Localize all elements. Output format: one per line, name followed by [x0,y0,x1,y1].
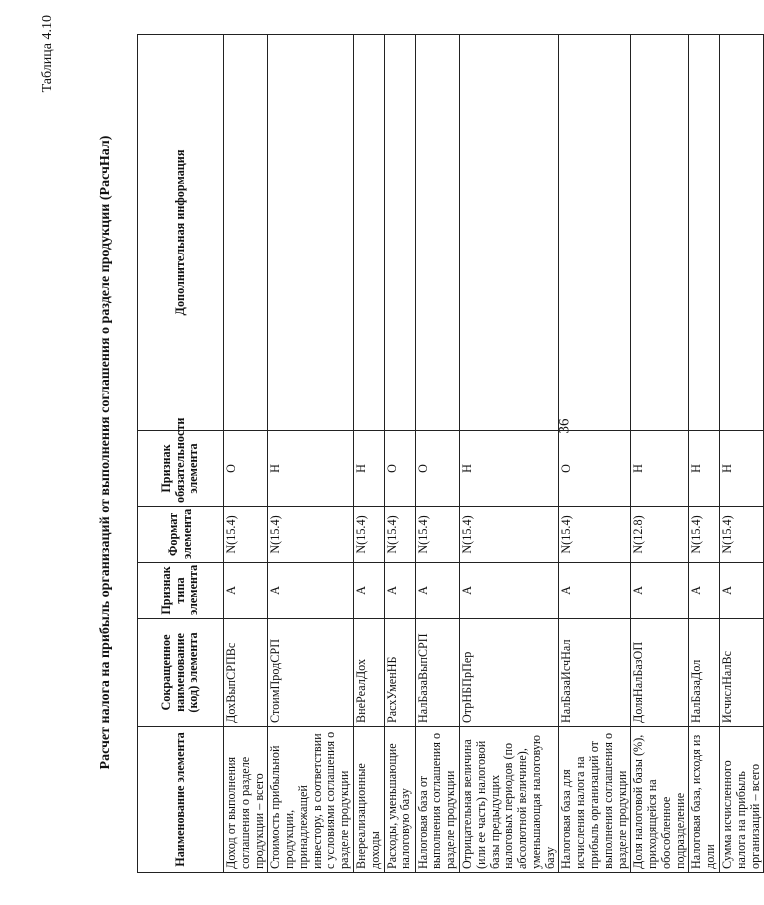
cell-code: ДоляНалБазОП [631,619,689,727]
cell-info [268,35,354,431]
cell-format: N(12.8) [631,507,689,563]
cell-code: НалБазаВыпСРП [415,619,459,727]
cell-format: N(15.4) [224,507,268,563]
cell-required: Н [689,431,720,507]
cell-name: Внереализационные доходы [354,727,385,873]
cell-code: ДохВыпСРПВс [224,619,268,727]
page-number: 36 [556,418,573,434]
cell-type: А [689,563,720,619]
cell-type: А [384,563,415,619]
table-title: Расчет налога на прибыль организаций от выполнения соглашения о разделе продукции (РасчНал) [98,135,113,770]
cell-info [559,35,631,431]
cell-info [720,35,764,431]
cell-required: Н [268,431,354,507]
cell-type: А [631,563,689,619]
cell-required: Н [459,431,558,507]
cell-format: N(15.4) [720,507,764,563]
cell-required: О [224,431,268,507]
cell-type: А [354,563,385,619]
cell-type: А [459,563,558,619]
table-row [354,35,385,873]
cell-required: О [415,431,459,507]
header-type: Признак типа элемента [138,563,224,619]
cell-format: N(15.4) [559,507,631,563]
cell-info [384,35,415,431]
cell-required: О [559,431,631,507]
cell-required: Н [631,431,689,507]
cell-info [459,35,558,431]
cell-format: N(15.4) [268,507,354,563]
table-label: Таблица 4.10 [40,15,55,93]
cell-format: N(15.4) [354,507,385,563]
cell-code: ВнеРеалДох [354,619,385,727]
cell-format: N(15.4) [384,507,415,563]
cell-format: N(15.4) [415,507,459,563]
table-row [224,35,268,873]
cell-info [631,35,689,431]
cell-name: Стоимость прибыльной продукции, принадлежащей инвестору, в соответствии с условиями соглашения о разделе продукции [268,727,354,873]
table-row [459,35,558,873]
elements-table [137,34,764,873]
table-row [384,35,415,873]
header-required: Признак обязательности элемента [138,431,224,507]
cell-info [224,35,268,431]
cell-type: А [224,563,268,619]
header-code: Сокращенное наименование (код) элемента [138,619,224,727]
cell-code: НалБазаИсчНал [559,619,631,727]
cell-code: СтоимПродСРП [268,619,354,727]
cell-code: ИсчислНалВс [720,619,764,727]
cell-type: А [559,563,631,619]
cell-name: Налоговая база от выполнения соглашения о разделе продукции [415,727,459,873]
table-row [268,35,354,873]
cell-info [354,35,385,431]
cell-info [689,35,720,431]
header-name: Наименование элемента [138,727,224,873]
header-info: Дополнительная информация [138,35,224,431]
cell-code: НалБазаДол [689,619,720,727]
cell-code: РасхУменНБ [384,619,415,727]
cell-name: Расходы, уменьшающие налоговую базу [384,727,415,873]
table-row [415,35,459,873]
table-row [689,35,720,873]
cell-type: А [268,563,354,619]
header-row [138,35,224,873]
cell-format: N(15.4) [689,507,720,563]
table-row [720,35,764,873]
table-row [631,35,689,873]
cell-name: Отрицательная величина (или ее часть) налоговой базы предыдущих налоговых периодов (по абсолютной величине), уменьшающая налоговую базу [459,727,558,873]
cell-info [415,35,459,431]
header-format: Формат элемента [138,507,224,563]
cell-required: Н [720,431,764,507]
cell-name: Сумма исчисленного налога на прибыль организаций – всего [720,727,764,873]
cell-type: А [720,563,764,619]
cell-required: О [384,431,415,507]
table-row [559,35,631,873]
cell-format: N(15.4) [459,507,558,563]
cell-name: Доля налоговой базы (%), приходящейся на обособленное подразделение [631,727,689,873]
cell-name: Доход от выполнения соглашения о разделе продукции – всего [224,727,268,873]
cell-name: Налоговая база для исчисления налога на прибыль организаций от выполнения соглашения о разделе продукции [559,727,631,873]
cell-type: А [415,563,459,619]
cell-code: ОтрНБПрПер [459,619,558,727]
cell-required: Н [354,431,385,507]
cell-name: Налоговая база, исходя из доли [689,727,720,873]
